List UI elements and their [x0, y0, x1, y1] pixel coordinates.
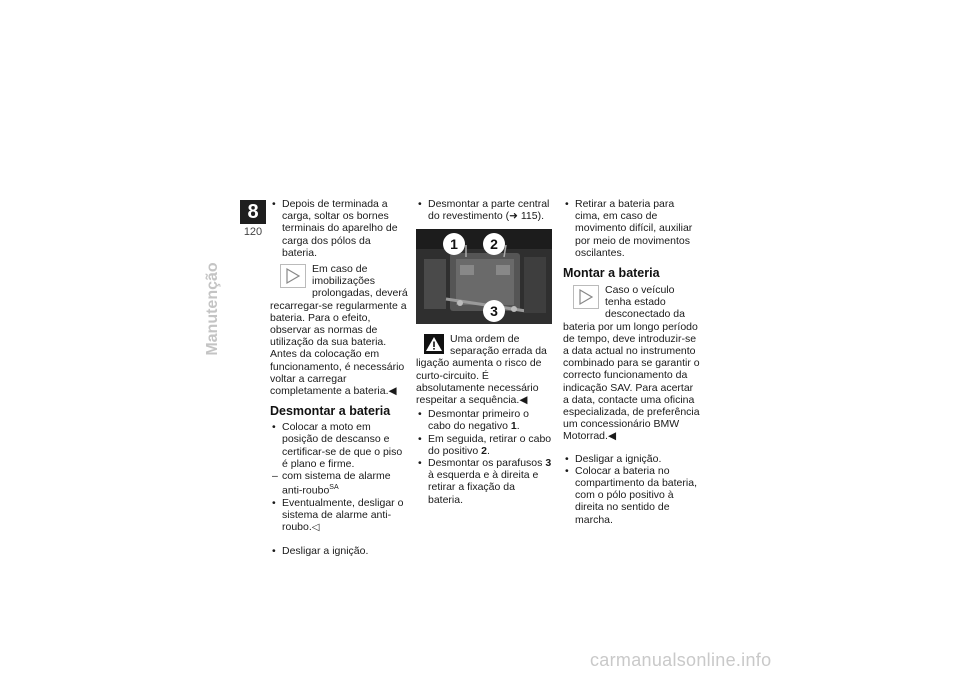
- end-mark: ◀: [388, 385, 397, 398]
- list-item: • Desmontar primeiro o cabo do negativo 1.: [418, 408, 529, 433]
- photo-label-1: 1: [443, 233, 465, 255]
- section-title: Manutenção: [204, 262, 221, 356]
- end-mark: ◀: [607, 430, 617, 443]
- warning-icon: [424, 334, 444, 354]
- list-item-text: Desmontar os parafusos: [428, 457, 546, 470]
- reference-arrow-icon: ➜: [509, 210, 518, 223]
- column-2: [416, 198, 552, 222]
- list-item-text: com sistema de alarme anti-roubo: [282, 470, 391, 497]
- note-block: [270, 263, 408, 397]
- list-item-text: Colocar a bateria no compartimento da bateria, com o pólo positivo à direita no sentido de marcha.: [575, 464, 697, 526]
- list-item: • Retirar a bateria para cima, em caso de movimento difícil, auxiliar por meio de movimentos oscilantes.: [565, 198, 693, 259]
- list-item: • Desligar a ignição.: [272, 544, 369, 557]
- column-3: [563, 198, 701, 526]
- punctuation: .: [516, 420, 520, 433]
- list-item: • Desmontar a parte central do revestimento (➜ 115).: [418, 198, 550, 223]
- punctuation: .: [486, 444, 490, 457]
- warning-block: [416, 333, 552, 406]
- list-item-text: Retirar a bateria para cima, em caso de movimento difícil, auxiliar por meio de movimentos oscilantes.: [575, 198, 693, 259]
- end-mark: ◁: [311, 522, 320, 534]
- list-item: • Depois de terminada a carga, soltar os bornes terminais do aparelho de carga dos pólos da bateria.: [272, 198, 398, 259]
- watermark: carmanualsonline.info: [590, 650, 772, 670]
- list-item: – com sistema de alarme anti-roubo$^{SA}$: [272, 470, 391, 497]
- list-item-text: Desligar a ignição.: [282, 544, 369, 557]
- battery-photo: [416, 229, 552, 324]
- page-reference[interactable]: 115).: [517, 210, 545, 223]
- callout-number: 3: [545, 457, 552, 470]
- note-icon: [573, 285, 599, 309]
- list-item-text: Desmontar a parte central do revestimento (: [428, 198, 550, 223]
- callout-number: 2: [481, 444, 487, 457]
- warning-text: Uma ordem de separação errada da ligação aumenta o risco de curto-circuito. É absolutamente necessário respeitar a sequência.: [416, 333, 547, 407]
- option-superscript: SA: [329, 484, 339, 492]
- note-text: Em caso de imobilizações prolongadas, deverá recarregar-se regularmente a bateria. Para o efeito, observar as normas de utilização da sua bateria. Antes da colocação em funcionamento, é necessário voltar a carregar completamente a bateria.: [270, 263, 408, 398]
- list-item: • Colocar a moto em posição de descanso e certificar-se de que o piso é plano e firme.: [272, 421, 403, 470]
- list-item-text: Eventualmente, desligar o sistema de alarme anti-roubo.: [282, 496, 404, 534]
- section-heading: Desmontar a bateria: [270, 404, 391, 419]
- list-item: • Desligar a ignição.: [565, 452, 662, 465]
- list-item: • Desmontar os parafusos 3 à esquerda e à direita e retirar a fixação da bateria.: [418, 457, 552, 506]
- chapter-number: 8: [240, 200, 266, 224]
- photo-label-3: 3: [483, 300, 505, 322]
- end-mark: ◀: [519, 394, 528, 407]
- list-item-text: à esquerda e à direita e retirar a fixação da bateria.: [428, 469, 539, 506]
- list-item-text: Em seguida, retirar o cabo do positivo: [428, 432, 552, 457]
- photo-label-2: 2: [483, 233, 505, 255]
- list-item-text: Desligar a ignição.: [575, 452, 662, 465]
- list-item: • Colocar a bateria no compartimento da bateria, com o pólo positivo à direita no sentido de marcha.: [565, 464, 697, 526]
- note-block: [563, 284, 701, 443]
- page-number: 120: [243, 226, 263, 238]
- list-item-text: Desmontar primeiro o cabo do negativo: [428, 408, 529, 433]
- column-2-lower: [416, 329, 552, 506]
- list-item-text: Colocar a moto em posição de descanso e certificar-se de que o piso é plano e firme.: [282, 421, 403, 470]
- column-1: [270, 198, 408, 557]
- callout-number: 1: [510, 420, 517, 433]
- note-text: Caso o veículo tenha estado desconectado da bateria por um longo período de tempo, deve introduzir-se a data actual no instrumento combinado para se garantir o correcto funcionamento da indicação SAV. Para acertar a data, contacte uma oficina especializada, de preferência um concessionário BMW Motorrad.: [563, 284, 700, 443]
- note-icon: [280, 264, 306, 288]
- list-item: • Em seguida, retirar o cabo do positivo 2.: [418, 432, 552, 457]
- list-item-text: Depois de terminada a carga, soltar os bornes terminais do aparelho de carga dos pólos da bateria.: [282, 198, 398, 259]
- section-heading: Montar a bateria: [563, 266, 660, 281]
- list-item: • Eventualmente, desligar o sistema de alarme anti-roubo.◁: [272, 496, 404, 534]
